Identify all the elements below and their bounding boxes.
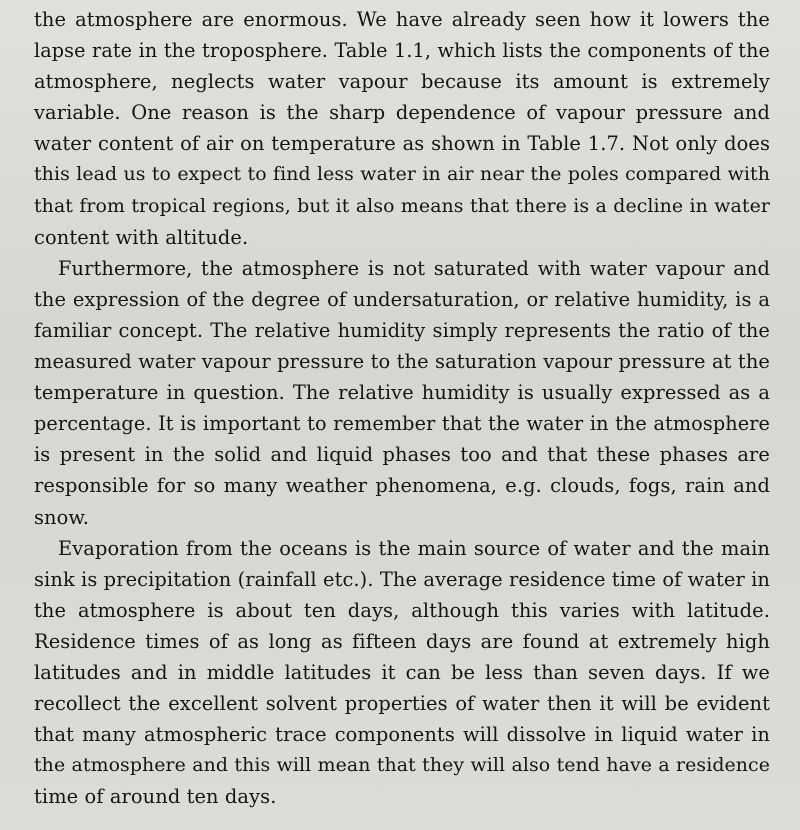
text-line: Evaporation from the oceans is the main source of water and the main: [58, 536, 770, 560]
text-line: percentage. It is important to remember that the water in the atmosphere: [34, 412, 770, 436]
text-line: content with altitude.: [34, 225, 249, 249]
text-line: the atmosphere is about ten days, although this varies with latitude.: [34, 598, 770, 622]
text-line: time of around ten days.: [34, 785, 277, 809]
text-line: variable. One reason is the sharp dependence of vapour pressure and: [34, 101, 770, 125]
text-line: temperature in question. The relative humidity is usually expressed as a: [34, 381, 770, 405]
text-line: the expression of the degree of undersaturation, or relative humidity, is a: [34, 287, 770, 311]
text-line: this lead us to expect to find less water in air near the poles compared with: [34, 163, 770, 186]
text-line: Residence times of as long as fifteen days are found at extremely high: [34, 629, 770, 653]
text-line: that many atmospheric trace components will dissolve in liquid water in: [34, 723, 770, 747]
text-line: latitudes and in middle latitudes it can be less than seven days. If we: [34, 660, 770, 684]
text-line: the atmosphere are enormous. We have already seen how it lowers the: [34, 8, 770, 31]
text-line: atmosphere, neglects water vapour because its amount is extremely: [34, 70, 770, 94]
text-line: that from tropical regions, but it also means that there is a decline in water: [34, 194, 770, 217]
paragraph-1: [34, 4, 770, 253]
text-line: responsible for so many weather phenomena, e.g. clouds, fogs, rain and: [34, 474, 770, 498]
paragraph-3: [34, 533, 770, 813]
text-line: Furthermore, the atmosphere is not saturated with water vapour and: [58, 256, 770, 280]
text-line: sink is precipitation (rainfall etc.). The average residence time of water in: [34, 567, 770, 591]
paragraph-2: [34, 253, 770, 533]
text-line: water content of air on temperature as shown in Table 1.7. Not only does: [34, 132, 770, 156]
text-line: is present in the solid and liquid phases too and that these phases are: [34, 443, 770, 467]
text-line: the atmosphere and this will mean that they will also tend have a residence: [34, 754, 770, 777]
text-line: familiar concept. The relative humidity simply represents the ratio of the: [34, 318, 770, 342]
text-line: recollect the excellent solvent properties of water then it will be evident: [34, 692, 770, 716]
text-line: lapse rate in the troposphere. Table 1.1, which lists the components of the: [34, 39, 770, 63]
text-line: measured water vapour pressure to the saturation vapour pressure at the: [34, 350, 770, 374]
text-line: snow.: [34, 505, 90, 529]
body-text: [34, 4, 770, 812]
